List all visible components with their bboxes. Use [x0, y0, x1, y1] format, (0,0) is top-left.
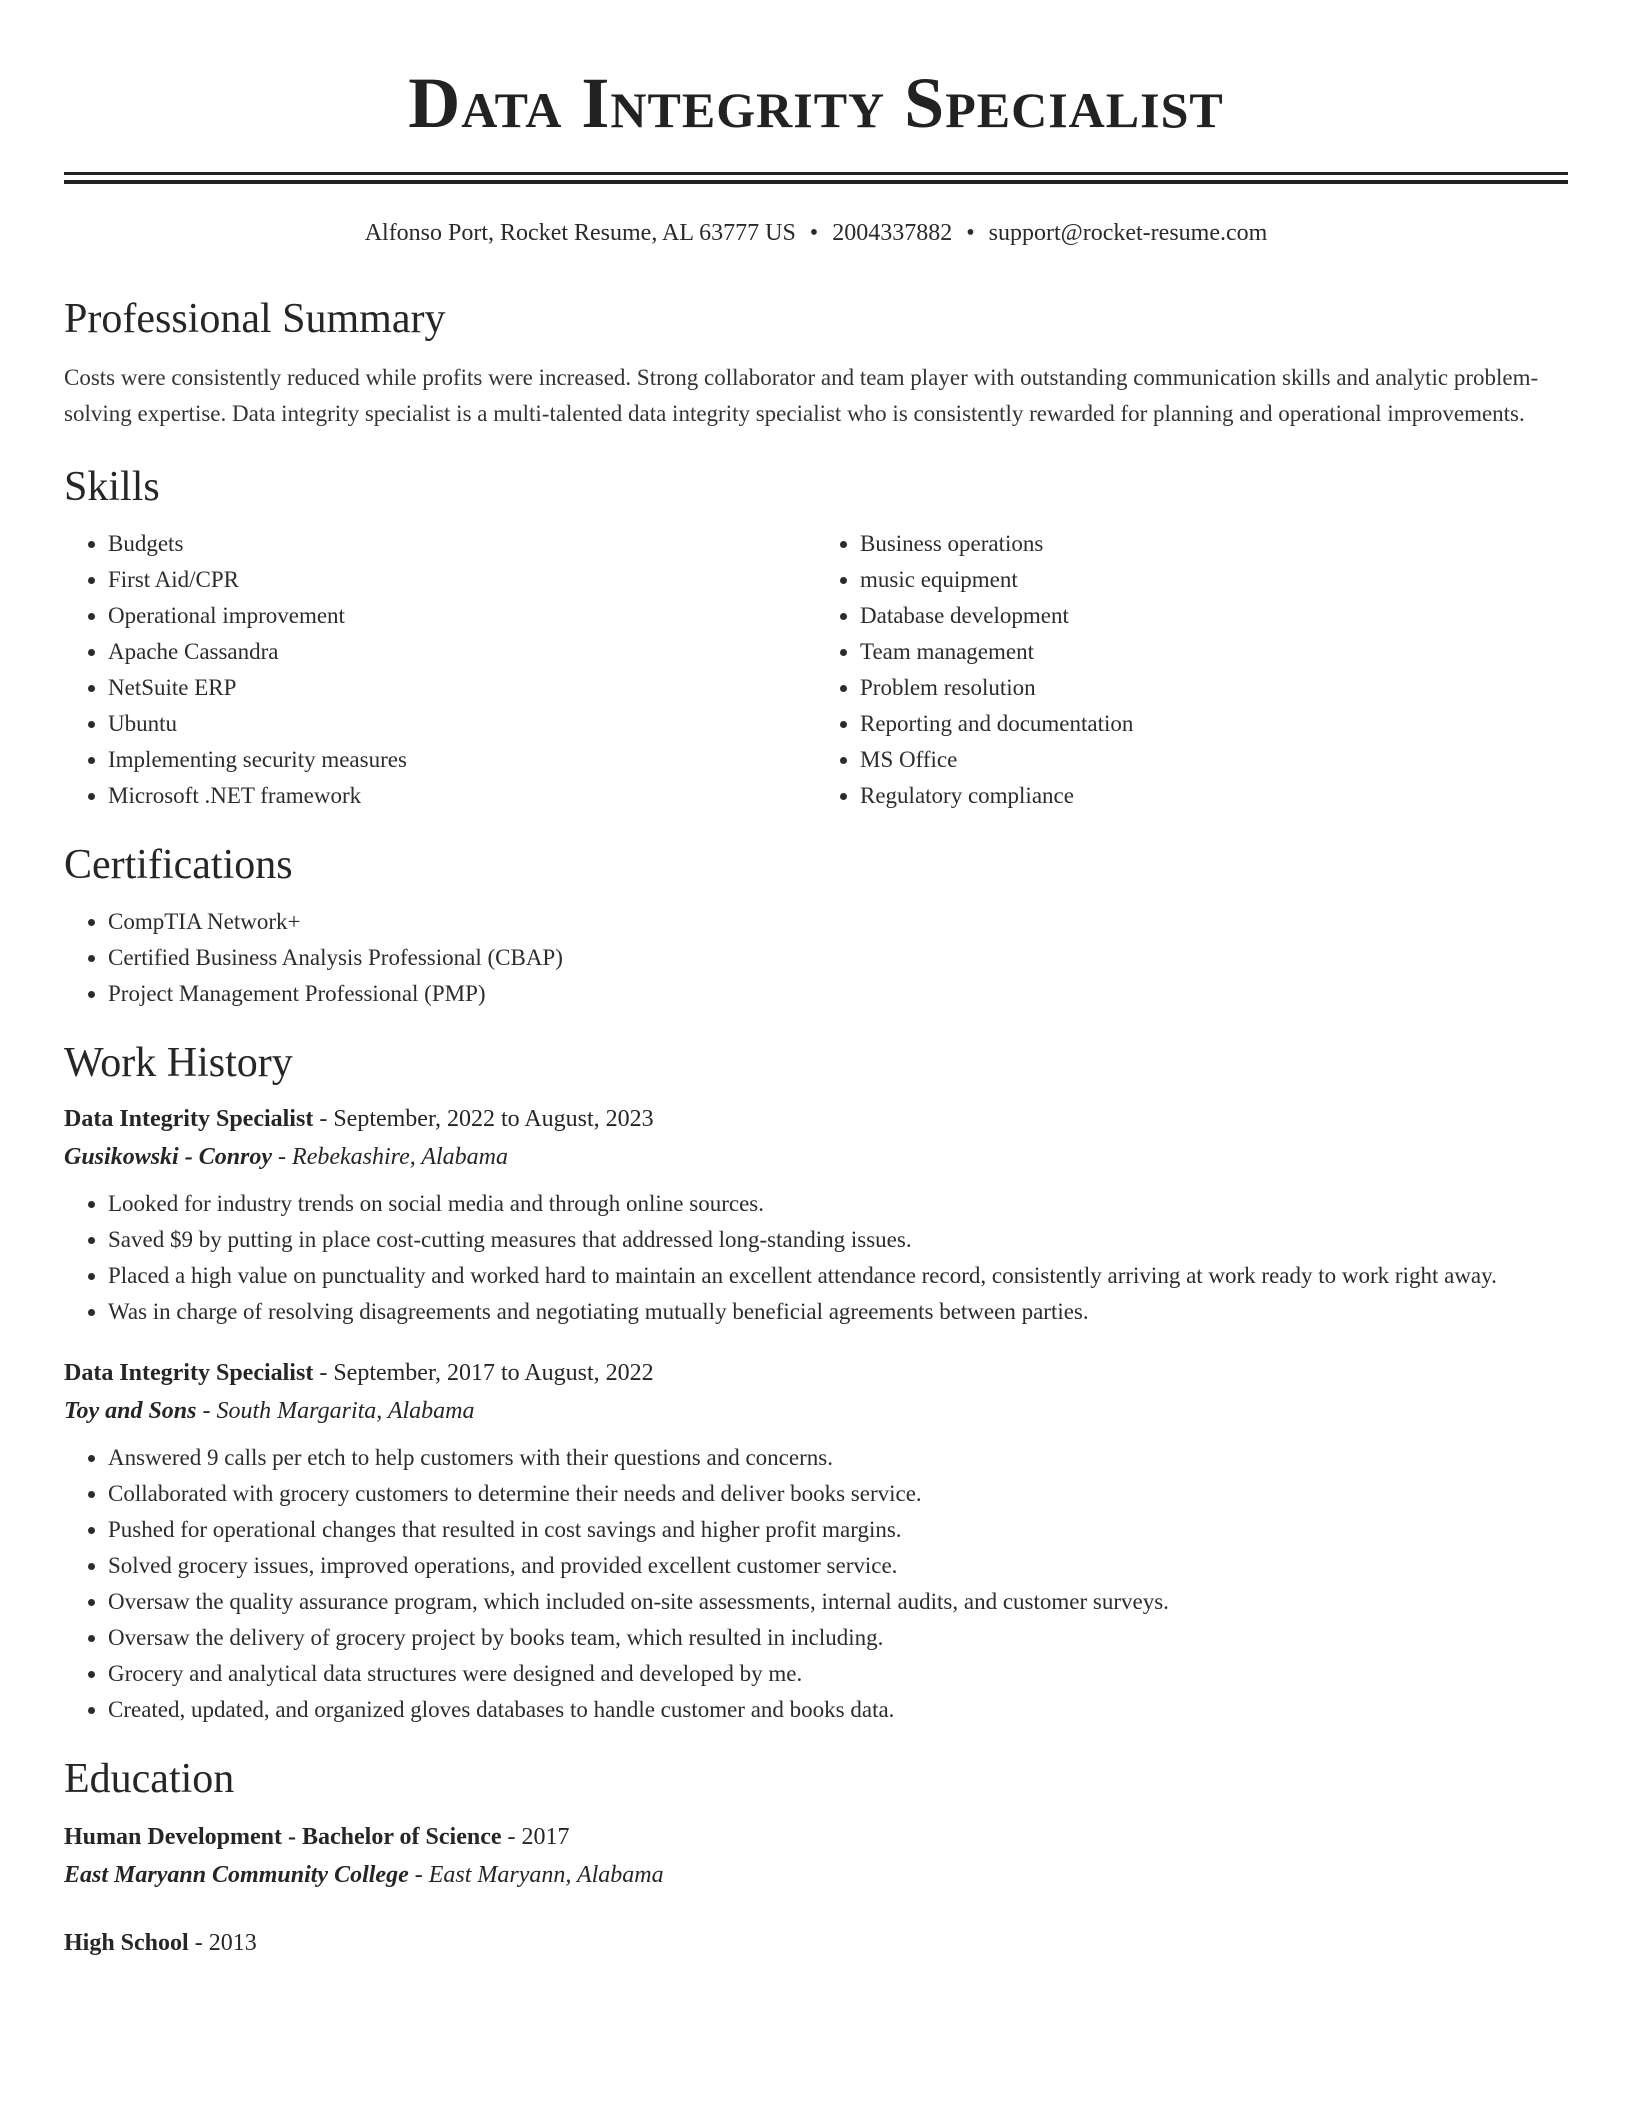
- skills-right-list: [816, 526, 1568, 814]
- education-degree-line: Human Development - Bachelor of Science - 2017: [64, 1824, 570, 1850]
- job-company: Gusikowski - Conroy: [64, 1144, 273, 1170]
- job-bullet: • Looked for industry trends on social media and through online sources.: [108, 1186, 1568, 1222]
- job-bullet: • Oversaw the delivery of grocery project by books team, which resulted in including.: [108, 1620, 1568, 1656]
- education-degree: Human Development - Bachelor of Science: [64, 1824, 502, 1850]
- education-entry: [64, 1818, 1568, 1894]
- skill-item: • music equipment: [860, 562, 1568, 598]
- certification-item: • Project Management Professional (PMP): [108, 976, 1568, 1012]
- education-degree-line: High School - 2013: [64, 1930, 257, 1956]
- job-location: South Margarita, Alabama: [216, 1398, 475, 1424]
- skill-item: • Implementing security measures: [108, 742, 816, 778]
- job-location: Rebekashire, Alabama: [292, 1144, 508, 1170]
- skill-item: • Apache Cassandra: [108, 634, 816, 670]
- job-entry: [64, 1354, 1568, 1728]
- skills-heading: Skills: [64, 464, 160, 510]
- certification-item: • Certified Business Analysis Professional (CBAP): [108, 940, 1568, 976]
- skill-item: • MS Office: [860, 742, 1568, 778]
- summary-heading: Professional Summary: [64, 296, 446, 342]
- job-bullets: [64, 1440, 1568, 1728]
- job-employer: Gusikowski - Conroy - Rebekashire, Alabama: [64, 1144, 508, 1170]
- job-heading: Data Integrity Specialist - September, 2022 to August, 2023: [64, 1106, 654, 1132]
- skill-item: • Microsoft .NET framework: [108, 778, 816, 814]
- contact-line: [64, 218, 1568, 248]
- job-dates: September, 2017 to August, 2022: [333, 1360, 654, 1386]
- job-bullet: • Was in charge of resolving disagreements and negotiating mutually beneficial agreements between parties.: [108, 1294, 1568, 1330]
- skill-item: • Regulatory compliance: [860, 778, 1568, 814]
- contact-address: Alfonso Port, Rocket Resume, AL 63777 US: [364, 220, 796, 246]
- job-bullets: [64, 1186, 1568, 1330]
- skill-item: • Reporting and documentation: [860, 706, 1568, 742]
- job-bullet: • Pushed for operational changes that resulted in cost savings and higher profit margins.: [108, 1512, 1568, 1548]
- skills-columns: [64, 526, 1568, 814]
- education-school-line: East Maryann Community College - East Maryann, Alabama: [64, 1862, 664, 1888]
- skill-item: • NetSuite ERP: [108, 670, 816, 706]
- skills-left-list: [64, 526, 816, 814]
- skill-item: • Budgets: [108, 526, 816, 562]
- education-degree: High School: [64, 1930, 189, 1956]
- job-bullet: • Created, updated, and organized gloves databases to handle customer and books data.: [108, 1692, 1568, 1728]
- job-bullet: • Grocery and analytical data structures were designed and developed by me.: [108, 1656, 1568, 1692]
- education-year: 2017: [521, 1824, 570, 1850]
- education-year: 2013: [208, 1930, 257, 1956]
- job-company: Toy and Sons: [64, 1398, 197, 1424]
- job-bullet: • Saved $9 by putting in place cost-cutting measures that addressed long-standing issues.: [108, 1222, 1568, 1258]
- job-bullet: • Collaborated with grocery customers to determine their needs and deliver books service.: [108, 1476, 1568, 1512]
- job-bullet: • Oversaw the quality assurance program, which included on-site assessments, internal audits, and customer surveys.: [108, 1584, 1568, 1620]
- education-entry: [64, 1924, 1568, 1962]
- job-dates: September, 2022 to August, 2023: [333, 1106, 654, 1132]
- contact-separator: •: [966, 220, 975, 246]
- job-role: Data Integrity Specialist: [64, 1106, 314, 1132]
- certification-item: • CompTIA Network+: [108, 904, 1568, 940]
- skill-item: • Business operations: [860, 526, 1568, 562]
- contact-phone: 2004337882: [832, 220, 953, 246]
- education-location: East Maryann, Alabama: [428, 1862, 664, 1888]
- skill-item: • Problem resolution: [860, 670, 1568, 706]
- work-history-heading: Work History: [64, 1040, 293, 1086]
- resume-name: Data Integrity Specialist: [408, 63, 1224, 143]
- skill-item: • Database development: [860, 598, 1568, 634]
- job-role: Data Integrity Specialist: [64, 1360, 314, 1386]
- skill-item: • Operational improvement: [108, 598, 816, 634]
- education-school: East Maryann Community College: [64, 1862, 409, 1888]
- job-heading: Data Integrity Specialist - September, 2017 to August, 2022: [64, 1360, 654, 1386]
- job-bullet: • Answered 9 calls per etch to help customers with their questions and concerns.: [108, 1440, 1568, 1476]
- summary-text: Costs were consistently reduced while profits were increased. Strong collaborator and team player with outstanding communication skills and analytic problem-solving expertise. Data integrity specialist is a multi-talented data integrity specialist who is consistently rewarded for planning and operational improvements.: [64, 365, 1539, 426]
- education-heading: Education: [64, 1756, 235, 1802]
- contact-email: support@rocket-resume.com: [988, 220, 1268, 246]
- job-entry: [64, 1100, 1568, 1330]
- job-bullet: • Placed a high value on punctuality and worked hard to maintain an excellent attendance record, consistently arriving at work ready to work right away.: [108, 1258, 1568, 1294]
- certifications-list: [64, 904, 1568, 1012]
- header-double-rule: [64, 172, 1568, 184]
- skill-item: • Ubuntu: [108, 706, 816, 742]
- certifications-heading: Certifications: [64, 842, 293, 888]
- skill-item: • First Aid/CPR: [108, 562, 816, 598]
- job-bullet: • Solved grocery issues, improved operations, and provided excellent customer service.: [108, 1548, 1568, 1584]
- skill-item: • Team management: [860, 634, 1568, 670]
- job-employer: Toy and Sons - South Margarita, Alabama: [64, 1398, 475, 1424]
- contact-separator: •: [809, 220, 819, 246]
